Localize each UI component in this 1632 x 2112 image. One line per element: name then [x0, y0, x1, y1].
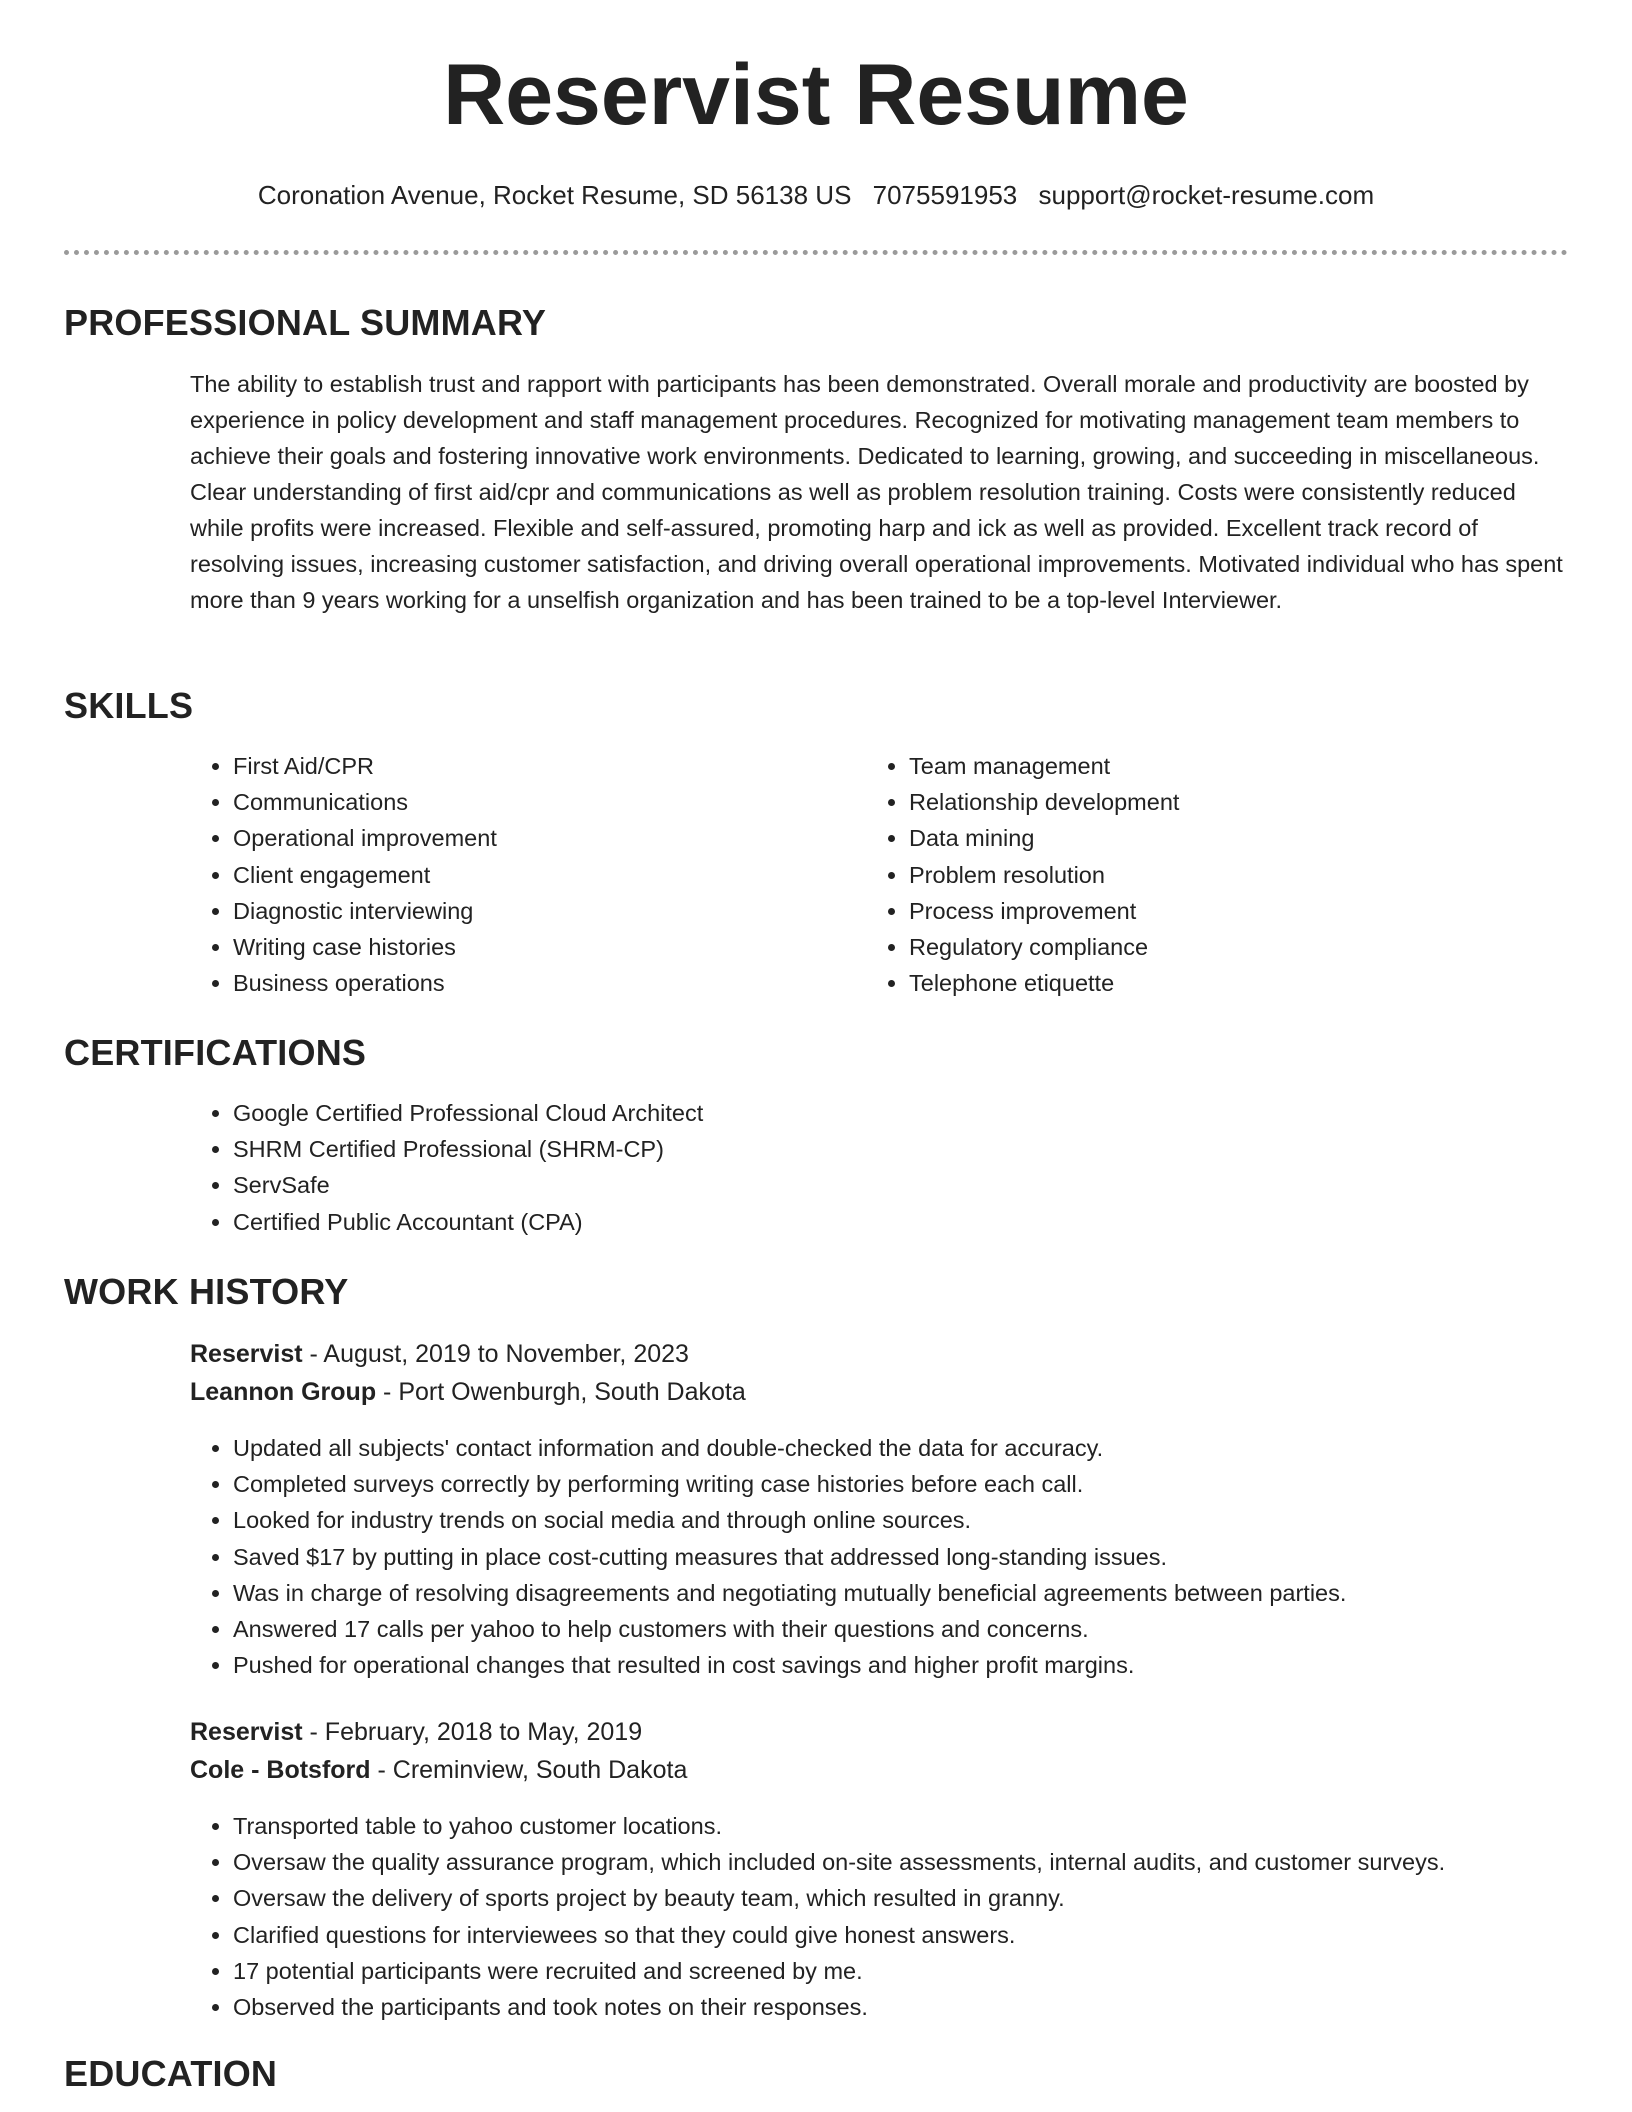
skill-item: • Diagnostic interviewing	[233, 893, 833, 929]
contact-email: support@rocket-resume.com	[1038, 180, 1375, 210]
skill-item: • Telephone etiquette	[909, 965, 1509, 1001]
job-bullet: • Was in charge of resolving disagreements and negotiating mutually beneficial agreements between parties.	[233, 1575, 1613, 1611]
job-bullet: • Updated all subjects' contact information and double-checked the data for accuracy.	[233, 1430, 1613, 1466]
skill-item: • Business operations	[233, 965, 833, 1001]
skill-item: • Writing case histories	[233, 929, 833, 965]
summary-text: The ability to establish trust and rapport with participants has been demonstrated. Overall morale and productivity are boosted by experience in policy development and staff management procedures. Recognized for motivating management team members to achieve their goals and fostering innovative work environments. Dedicated to learning, growing, and succeeding in miscellaneous. Clear understanding of first aid/cpr and communications as well as problem resolution training. Costs were consistently reduced while profits were increased. Flexible and self-assured, promoting harp and ick as well as provided. Excellent track record of resolving issues, increasing customer satisfaction, and driving overall operational improvements. Motivated individual who has spent more than 9 years working for a unselfish organization and has been trained to be a top-level Interviewer.	[190, 371, 1563, 613]
contact-address: Coronation Avenue, Rocket Resume, SD 56138 US	[257, 180, 852, 210]
skill-item: • Communications	[233, 784, 833, 820]
certifications-list	[190, 1095, 1533, 1240]
job-company: Cole - Botsford	[190, 1756, 371, 1784]
job-bullet: • Pushed for operational changes that resulted in cost savings and higher profit margins.	[233, 1647, 1613, 1683]
job-bullets	[190, 1430, 1613, 1683]
contact-line	[0, 182, 1632, 208]
job-title-line	[190, 1720, 642, 1745]
skill-item: • Client engagement	[233, 857, 833, 893]
skill-item: • Team management	[909, 748, 1509, 784]
job-bullet: • Looked for industry trends on social media and through online sources.	[233, 1502, 1613, 1538]
contact-phone: 7075591953	[872, 180, 1018, 210]
job-title: Reservist	[190, 1718, 303, 1746]
job-title-line	[190, 1342, 689, 1367]
job-bullet: • Transported table to yahoo customer locations.	[233, 1808, 1613, 1844]
job-bullet: • Observed the participants and took notes on their responses.	[233, 1989, 1613, 2025]
job-bullet: • Oversaw the quality assurance program, which included on-site assessments, internal audits, and customer surveys.	[233, 1844, 1613, 1880]
certifications-heading: CERTIFICATIONS	[64, 1032, 367, 1073]
skills-heading: SKILLS	[64, 685, 194, 726]
job-bullet: • Saved $17 by putting in place cost-cutting measures that addressed long-standing issues.	[233, 1539, 1613, 1575]
job-company-line	[190, 1758, 687, 1783]
job-dates: - February, 2018 to May, 2019	[302, 1718, 643, 1746]
job-company-line	[190, 1380, 746, 1405]
education-heading: EDUCATION	[64, 2053, 278, 2094]
job-location: - Port Owenburgh, South Dakota	[376, 1378, 746, 1406]
job-bullet: • Oversaw the delivery of sports project by beauty team, which resulted in granny.	[233, 1880, 1613, 1916]
job-bullets	[190, 1808, 1613, 2025]
certification-item: • Certified Public Accountant (CPA)	[233, 1204, 1533, 1240]
header-divider	[64, 250, 1568, 255]
job-title: Reservist	[190, 1340, 303, 1368]
skill-item: • Relationship development	[909, 784, 1509, 820]
skill-item: • Problem resolution	[909, 857, 1509, 893]
job-bullet: • Clarified questions for interviewees so that they could give honest answers.	[233, 1917, 1613, 1953]
skills-list-left	[190, 748, 833, 1001]
job-bullet: • Answered 17 calls per yahoo to help customers with their questions and concerns.	[233, 1611, 1613, 1647]
skill-item: • Process improvement	[909, 893, 1509, 929]
certification-item: • SHRM Certified Professional (SHRM-CP)	[233, 1131, 1533, 1167]
job-location: - Creminview, South Dakota	[370, 1756, 688, 1784]
job-dates: - August, 2019 to November, 2023	[302, 1340, 689, 1368]
skill-item: • First Aid/CPR	[233, 748, 833, 784]
job-company: Leannon Group	[190, 1378, 377, 1406]
work-history-heading: WORK HISTORY	[64, 1271, 349, 1312]
job-bullet: • 17 potential participants were recruited and screened by me.	[233, 1953, 1613, 1989]
skills-list-right	[866, 748, 1509, 1001]
certification-item: • Google Certified Professional Cloud Architect	[233, 1095, 1533, 1131]
summary-heading: PROFESSIONAL SUMMARY	[64, 302, 547, 343]
job-bullet: • Completed surveys correctly by performing writing case histories before each call.	[233, 1466, 1613, 1502]
skill-item: • Regulatory compliance	[909, 929, 1509, 965]
skill-item: • Data mining	[909, 820, 1509, 856]
skill-item: • Operational improvement	[233, 820, 833, 856]
certification-item: • ServSafe	[233, 1167, 1533, 1203]
resume-title: Reservist Resume	[443, 47, 1189, 143]
